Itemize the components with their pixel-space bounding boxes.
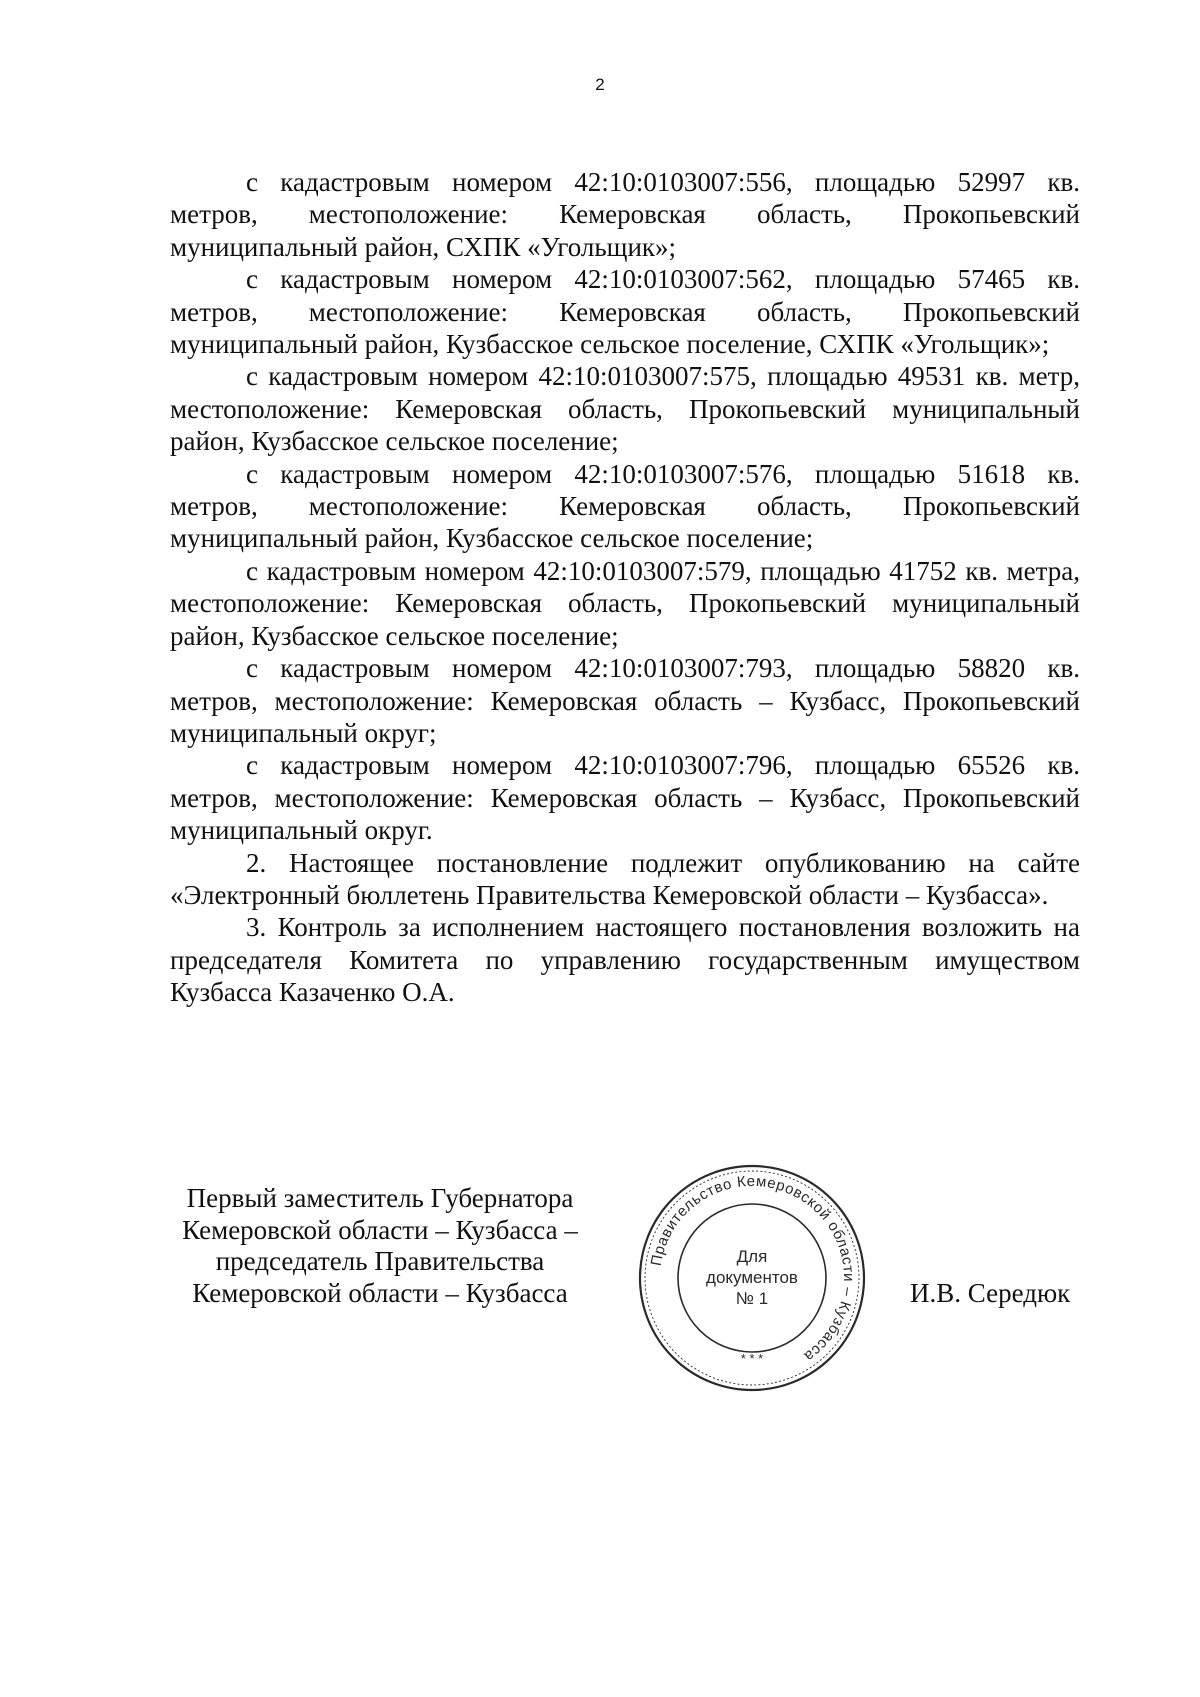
- paragraph-cadastral-562: с кадастровым номером 42:10:0103007:562, площадью 57465 кв. метров, местоположение: Кемеровская область, Прокопьевский муниципальный район, Кузбасское сельское поселение, СХПК «Угольщик»;: [170, 264, 1080, 360]
- stamp-center-line: № 1: [735, 1289, 769, 1308]
- signatory-title-line: Кемеровской области – Кузбасса: [192, 1277, 568, 1308]
- signatory-title-line: Первый заместитель Губернатора: [186, 1183, 574, 1213]
- paragraph-cadastral-796: с кадастровым номером 42:10:0103007:796, площадью 65526 кв. метров, местоположение: Кемеровская область – Кузбасс, Прокопьевский муниципальный округ.: [170, 750, 1080, 846]
- paragraph-publication: 2. Настоящее постановление подлежит опубликованию на сайте «Электронный бюллетень Правительства Кемеровской области – Кузбасса».: [170, 847, 1080, 910]
- paragraph-cadastral-793: с кадастровым номером 42:10:0103007:793, площадью 58820 кв. метров, местоположение: Кемеровская область – Кузбасс, Прокопьевский муниципальный округ;: [170, 653, 1080, 748]
- document-body: [170, 166, 1080, 1009]
- page-number: 2: [595, 75, 605, 94]
- signatory-title-line: Кемеровской области – Кузбасса –: [182, 1214, 578, 1245]
- paragraph-cadastral-579: с кадастровым номером 42:10:0103007:579, площадью 41752 кв. метра, местоположение: Кемеровская область, Прокопьевский муниципальный район, Кузбасское сельское поселение;: [170, 555, 1080, 651]
- paragraph-cadastral-575: с кадастровым номером 42:10:0103007:575, площадью 49531 кв. метр, местоположение: Кемеровская область, Прокопьевский муниципальный район, Кузбасское сельское поселение;: [170, 361, 1080, 457]
- paragraph-cadastral-556: с кадастровым номером 42:10:0103007:556, площадью 52997 кв. метров, местоположение: Кемеровская область, Прокопьевский муниципальный район, СХПК «Угольщик»;: [170, 167, 1080, 262]
- official-seal-stamp: [636, 1162, 868, 1394]
- stamp-ring-text: Правительство Кемеровской области – Кузбасса: [647, 1172, 858, 1366]
- signatory-title-line: председатель Правительства: [215, 1246, 545, 1276]
- paragraph-cadastral-576: с кадастровым номером 42:10:0103007:576, площадью 51618 кв. метров, местоположение: Кемеровская область, Прокопьевский муниципальный район, Кузбасское сельское поселение;: [170, 458, 1080, 554]
- stamp-stars: * * *: [740, 1351, 764, 1366]
- signatory-title: [160, 1183, 600, 1309]
- stamp-center-line: Для: [736, 1247, 768, 1266]
- stamp-center-line: документов: [706, 1268, 798, 1287]
- signatory-name: И.В. Середюк: [910, 1278, 1071, 1308]
- paragraph-control: 3. Контроль за исполнением настоящего постановления возложить на председателя Комитета по управлению государственным имуществом Кузбасса Казаченко О.А.: [170, 912, 1080, 1008]
